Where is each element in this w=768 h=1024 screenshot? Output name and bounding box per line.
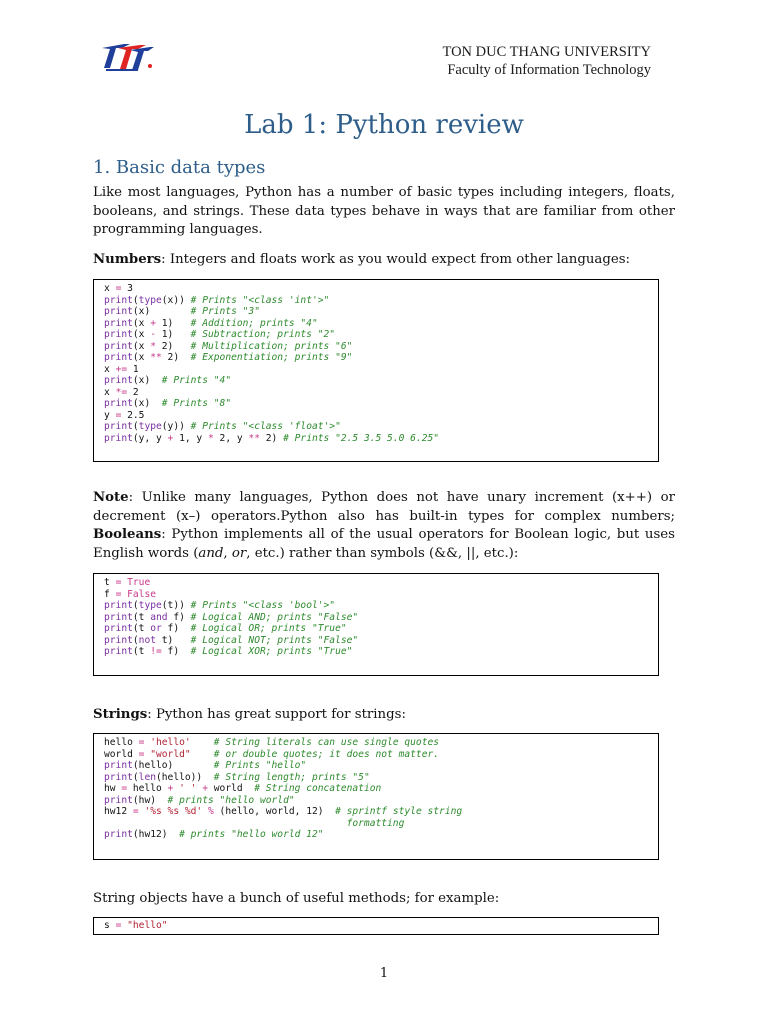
university-header bbox=[442, 43, 651, 79]
code-line: print(t != f) # Logical XOR; prints "True" bbox=[104, 646, 353, 657]
strings-label: Strings bbox=[93, 707, 148, 722]
code-line: y = 2.5 bbox=[104, 409, 145, 421]
code-line: print(x * 2) # Multiplication; prints "6" bbox=[104, 340, 353, 352]
code-line: hw = hello + ' ' + world # String concatenation bbox=[104, 783, 382, 794]
intro-paragraph: Like most languages, Python has a number of basic types including integers, floats, booleans, and strings. These data types behave in ways that are familiar from other programming languages. bbox=[93, 185, 675, 237]
methods-paragraph: String objects have a bunch of useful methods; for example: bbox=[93, 891, 500, 906]
note-text: : Unlike many languages, Python does not have unary increment (x++) or decrement (x–) operators.Python also has built-in types for complex numbers; bbox=[93, 490, 675, 524]
code-line: print(x) # Prints "4" bbox=[104, 375, 232, 386]
code-line: print(y, y + 1, y * 2, y ** 2) # Prints "2.5 3.5 5.0 6.25" bbox=[104, 432, 440, 444]
booleans-and: and bbox=[198, 545, 224, 561]
code-line: hw12 = '%s %s %d' % (hello, world, 12) # sprintf style string bbox=[104, 806, 463, 817]
university-name: TON DUC THANG UNIVERSITY bbox=[442, 44, 651, 60]
strings-text: : Python has great support for strings: bbox=[147, 707, 406, 722]
numbers-paragraph bbox=[93, 251, 675, 270]
strings-paragraph bbox=[93, 706, 675, 725]
code-line: print(t or f) # Logical OR; prints "True" bbox=[104, 623, 347, 634]
code-line: t = True bbox=[104, 577, 151, 588]
page-title: Lab 1: Python review bbox=[244, 110, 524, 140]
code-line: x = 3 bbox=[104, 283, 133, 294]
code-line: f = False bbox=[104, 588, 157, 600]
code-block-strings bbox=[93, 733, 659, 860]
note-label: Note bbox=[93, 490, 129, 505]
code-line: print(type(t)) # Prints "<class 'bool'>" bbox=[104, 600, 336, 611]
booleans-text-b: , etc.) rather than symbols (&&, ||, etc.): bbox=[246, 545, 519, 561]
code-line: print(type(y)) # Prints "<class 'float'>" bbox=[104, 421, 341, 432]
note-paragraph bbox=[93, 489, 675, 563]
code-line: x += 1 bbox=[104, 363, 139, 375]
code-line: hello = 'hello' # String literals can use single quotes bbox=[104, 737, 440, 748]
code-line: world = "world" # or double quotes; it does not matter. bbox=[104, 748, 440, 760]
booleans-label: Booleans bbox=[93, 527, 162, 542]
page-number: 1 bbox=[379, 966, 389, 981]
code-line: print(hw) # prints "hello world" bbox=[104, 794, 295, 806]
booleans-text-a: : Python implements all of the usual operators for Boolean logic, but uses English words ( bbox=[93, 527, 675, 561]
code-block-methods bbox=[93, 917, 659, 935]
code-block-booleans bbox=[93, 573, 659, 676]
numbers-text: : Integers and floats work as you would expect from other languages: bbox=[161, 252, 631, 267]
code-block-numbers bbox=[93, 279, 659, 462]
code-line: print(len(hello)) # String length; prints "5" bbox=[104, 771, 370, 783]
code-line: print(hw12) # prints "hello world 12" bbox=[104, 829, 324, 840]
code-line: print(x ** 2) # Exponentiation; prints "9" bbox=[104, 352, 353, 363]
code-line: print(t and f) # Logical AND; prints "False" bbox=[104, 611, 359, 623]
code-line: print(type(x)) # Prints "<class 'int'>" bbox=[104, 294, 330, 306]
university-logo bbox=[100, 42, 154, 74]
code-line: print(x - 1) # Subtraction; prints "2" bbox=[104, 329, 336, 340]
code-line: s = "hello" bbox=[104, 920, 168, 931]
code-line: print(x) # Prints "8" bbox=[104, 398, 232, 409]
code-line: formatting bbox=[104, 817, 405, 829]
faculty-name: Faculty of Information Technology bbox=[447, 62, 651, 78]
code-line: print(x) # Prints "3" bbox=[104, 306, 260, 317]
code-line: print(hello) # Prints "hello" bbox=[104, 760, 307, 771]
numbers-label: Numbers bbox=[93, 252, 162, 267]
booleans-or: or bbox=[231, 545, 247, 561]
code-line: print(x + 1) # Addition; prints "4" bbox=[104, 317, 318, 329]
code-line: print(not t) # Logical NOT; prints "False" bbox=[104, 634, 359, 646]
booleans-sep: , bbox=[223, 545, 232, 561]
section-heading: 1. Basic data types bbox=[93, 157, 266, 178]
code-line: x *= 2 bbox=[104, 386, 139, 398]
